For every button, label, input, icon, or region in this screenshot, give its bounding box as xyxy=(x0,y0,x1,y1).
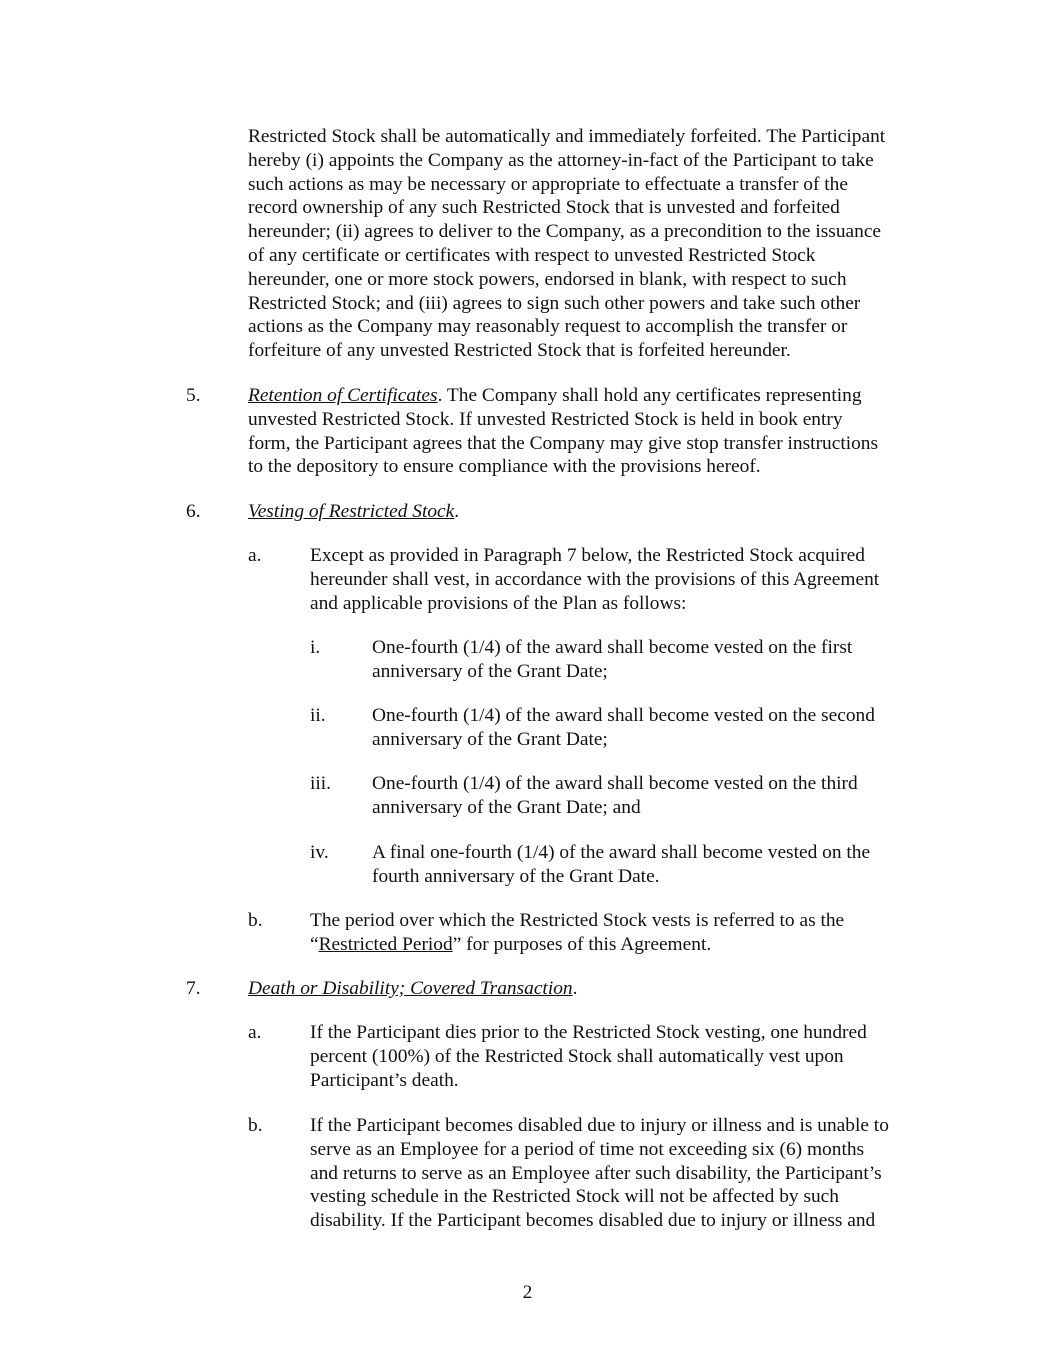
text-line: If the Participant dies prior to the Restricted Stock vesting, one hundred xyxy=(310,1022,867,1043)
item-iv-marker: iv. xyxy=(310,842,329,863)
section-5-line1-rest: . The Company shall hold any certificates representing xyxy=(437,385,862,406)
page-number: 2 xyxy=(522,1282,533,1303)
text-line: One-fourth (1/4) of the award shall become vested on the first xyxy=(372,637,853,658)
text-line: Except as provided in Paragraph 7 below, the Restricted Stock acquired xyxy=(310,545,865,566)
section-7-heading-end: . xyxy=(572,978,578,999)
section-5-number: 5. xyxy=(186,385,201,406)
section-7-number: 7. xyxy=(186,978,201,999)
text-line: vesting schedule in the Restricted Stock will not be affected by such xyxy=(310,1186,839,1208)
item-iii-paragraph xyxy=(372,772,858,820)
text-line: One-fourth (1/4) of the award shall become vested on the second xyxy=(372,705,875,726)
text-line: A final one-fourth (1/4) of the award shall become vested on the xyxy=(372,842,871,863)
text-line: forfeiture of any unvested Restricted Stock that is forfeited hereunder. xyxy=(248,340,791,362)
text-line: form, the Participant agrees that the Company may give stop transfer instructions xyxy=(248,432,879,454)
text-line xyxy=(248,500,459,524)
section-5-heading: Retention of Certificates xyxy=(248,385,438,406)
section-7a-marker: a. xyxy=(248,1022,262,1043)
section-7a-paragraph xyxy=(310,1021,867,1092)
section-6b-line2-rest: ” for purposes of this Agreement. xyxy=(452,933,712,955)
text-line: hereunder; (ii) agrees to deliver to the Company, as a precondition to the issuance xyxy=(248,221,882,243)
text-line: unvested Restricted Stock. If unvested Restricted Stock is held in book entry xyxy=(248,408,843,430)
section-6-heading-end: . xyxy=(454,501,460,522)
text-line: and applicable provisions of the Plan as follows: xyxy=(310,592,687,614)
text-line: hereunder shall vest, in accordance with the provisions of this Agreement xyxy=(310,568,880,590)
text-line xyxy=(248,977,577,1001)
text-line: of any certificate or certificates with respect to unvested Restricted Stock xyxy=(248,244,816,266)
section-6b-marker: b. xyxy=(248,910,263,931)
text-line: hereunder, one or more stock powers, endorsed in blank, with respect to such xyxy=(248,268,847,290)
section-6b-paragraph xyxy=(310,909,844,957)
item-iv-paragraph xyxy=(372,841,870,889)
item-ii-marker: ii. xyxy=(310,705,326,726)
text-line: fourth anniversary of the Grant Date. xyxy=(372,865,660,887)
section-7-heading-line xyxy=(248,977,577,1001)
section-6-heading: Vesting of Restricted Stock xyxy=(248,501,455,522)
text-line: actions as the Company may reasonably request to accomplish the transfer or xyxy=(248,316,848,338)
text-line: to the depository to ensure compliance with the provisions hereof. xyxy=(248,456,761,478)
text-line: record ownership of any such Restricted Stock that is unvested and forfeited xyxy=(248,197,840,219)
text-line xyxy=(310,933,844,957)
item-ii-paragraph xyxy=(372,704,875,752)
intro-paragraph xyxy=(248,125,885,363)
section-5-paragraph xyxy=(248,384,878,479)
section-6a-paragraph xyxy=(310,544,879,615)
text-line: anniversary of the Grant Date; and xyxy=(372,796,641,818)
text-line: anniversary of the Grant Date; xyxy=(372,728,608,750)
text-line: Restricted Stock; and (iii) agrees to sign such other powers and take such other xyxy=(248,292,861,314)
section-7-heading: Death or Disability; Covered Transaction xyxy=(248,978,573,999)
text-line: anniversary of the Grant Date; xyxy=(372,660,608,682)
item-i-paragraph xyxy=(372,636,852,684)
text-line: hereby (i) appoints the Company as the attorney-in-fact of the Participant to take xyxy=(248,149,874,171)
defined-term-restricted-period: Restricted Period xyxy=(318,933,453,955)
text-line: Restricted Stock shall be automatically and immediately forfeited. The Participant xyxy=(248,126,886,147)
text-line: such actions as may be necessary or appropriate to effectuate a transfer of the xyxy=(248,173,848,195)
open-quote: “ xyxy=(310,933,319,955)
text-line: One-fourth (1/4) of the award shall become vested on the third xyxy=(372,773,858,794)
text-line: Participant’s death. xyxy=(310,1069,459,1091)
text-line xyxy=(248,384,878,408)
text-line: and returns to serve as an Employee after such disability, the Participant’s xyxy=(310,1162,882,1184)
section-6-number: 6. xyxy=(186,501,201,522)
text-line: If the Participant becomes disabled due to injury or illness and is unable to xyxy=(310,1115,889,1136)
section-6-heading-line xyxy=(248,500,459,524)
item-i-marker: i. xyxy=(310,637,321,658)
item-iii-marker: iii. xyxy=(310,773,332,794)
section-7b-marker: b. xyxy=(248,1115,263,1136)
section-6a-marker: a. xyxy=(248,545,262,566)
section-7b-paragraph xyxy=(310,1114,889,1233)
text-line: percent (100%) of the Restricted Stock shall automatically vest upon xyxy=(310,1045,844,1067)
text-line: serve as an Employee for a period of time not exceeding six (6) months xyxy=(310,1138,865,1160)
text-line: The period over which the Restricted Stock vests is referred to as the xyxy=(310,910,845,931)
text-line: disability. If the Participant becomes disabled due to injury or illness and xyxy=(310,1210,876,1232)
